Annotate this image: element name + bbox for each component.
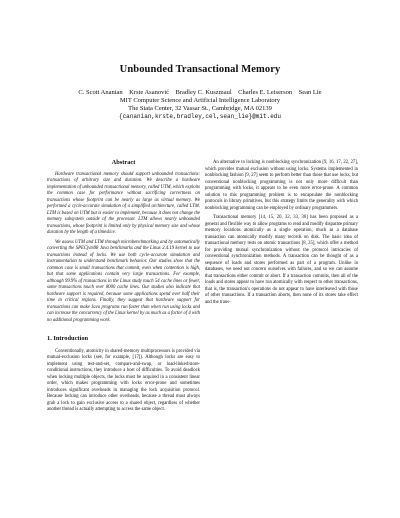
- intro-paragraph-1: Conventionally, atomicity in shared-memory multiprocessors is provided via mutual-exclusion locks (see, for example, [17]). Although locks are easy to implement using test-and-set, compare-and-swap, or load-linked/store-conditional instructions, they introduce a host of difficulties. To avoid deadlock when locking multiple objects, the locks must be acquired in a consistent linear order, which makes programming with locks error-prone and sometimes introduces significant overheads in managing the lock acquisition protocol. Because locking can introduce other overheads, because a thread must always grab a lock to gain exclusive access to a shared object, regardless of whether another thread is actually attempting to access the same object.: [47, 348, 200, 412]
- intro-paragraph-2: An alternative to locking is nonblocking synchronization [9, 16, 17, 22, 27], which provides mutual exclusion without using locks. Systems implemented in nonblocking fashion [9, 27] seem to perform better than those that use locks, but conventional nonblocking programming is not only more difficult than programming with locks, it appears to be even more error-prone. A common solution to this programming problem is to encapsulate the nonblocking protocols in library primitives, but this strategy limits the generality with which nonblocking programming can be employed by ordinary programmers.: [205, 160, 358, 211]
- paper-title: Unbounded Transactional Memory: [119, 64, 281, 75]
- right-column: [205, 160, 358, 309]
- intro-paragraph-3: Transactional memory [14, 15, 20, 32, 33, 36] has been proposed as a general and flexible way to allow programs to read and modify disparate primary memory locations atomically as a single operation, much as a database transaction can atomically modify many records on disk. The basic idea of transactional memory rests on atomic transactions [8, 25], which offer a method for providing mutual synchronization without the protocol intricacies of conventional synchronization methods. A transaction can be thought of as a sequence of loads and stores performed as part of a program. Unlike in databases, we need not concern ourselves with failures, and so we can assume that transactions either commit or abort. If a transaction commits, then all of the loads and stores appear to have run atomically with respect to other transactions, that is, the transaction's operations do not appear to have interleaved with those of other transactions. If a transaction aborts, then none of its stores take effect and the trans-: [205, 215, 358, 305]
- left-column: [47, 160, 200, 417]
- affiliation-address: The Stata Center, 32 Vassar St., Cambridge, MA 02139: [128, 105, 272, 112]
- affiliation-lab: MIT Computer Science and Artificial Intelligence Laboratory: [119, 97, 281, 104]
- author-list: C. Scott Ananian Krste Asanović Bradley C. Kuszmaul Charles E. Leiserson Sean Lie: [78, 89, 322, 96]
- author-emails: {cananian,krste,bradley,cel,sean_lie}@mit.edu: [118, 113, 282, 120]
- section-heading-introduction: 1. Introduction: [47, 335, 89, 342]
- affiliation-block: [30, 97, 370, 121]
- abstract-paragraph-1: Hardware transactional memory should support unbounded transactions: transactions of arbitrary size and duration. We describe a hardware implementation of unbounded transactional memory, called UTM, which exploits the common case for performance without sacrificing correctness on transactions whose footprint can be nearly as large as virtual memory. We performed a cycle-accurate simulation of a simplified architecture, called LTM. LTM is based on UTM but is easier to implement, because it does not change the memory subsystem outside of the processor. LTM allows nearly unbounded transactions, whose footprint is limited only by physical memory size and whose duration by the length of a timeslice.: [47, 171, 200, 235]
- abstract-paragraph-2: We assess UTM and LTM through microbenchmarking and by automatically converting the SPECjvm98 Java benchmarks and the Linux 2.4.19 kernel to use transactions instead of locks. We use both cycle-accurate simulation and instrumentation to understand benchmark behavior. Our studies show that the common case is small transactions that commit, even when contention is high, but that some applications contain very large transactions. For example, although 99.9% of transactions in the Linux study touch 54 cache lines or fewer, some transactions touch over 8000 cache lines. Our studies also indicate that hardware support is required, because some applications spend over half their time in critical regions. Finally, they suggest that hardware support for transactions can make Java programs run faster than when run using locks and can increase the concurrency of the Linux kernel by as much as a factor of 4 with no additional programming work.: [47, 239, 200, 323]
- abstract-heading: Abstract: [111, 159, 136, 166]
